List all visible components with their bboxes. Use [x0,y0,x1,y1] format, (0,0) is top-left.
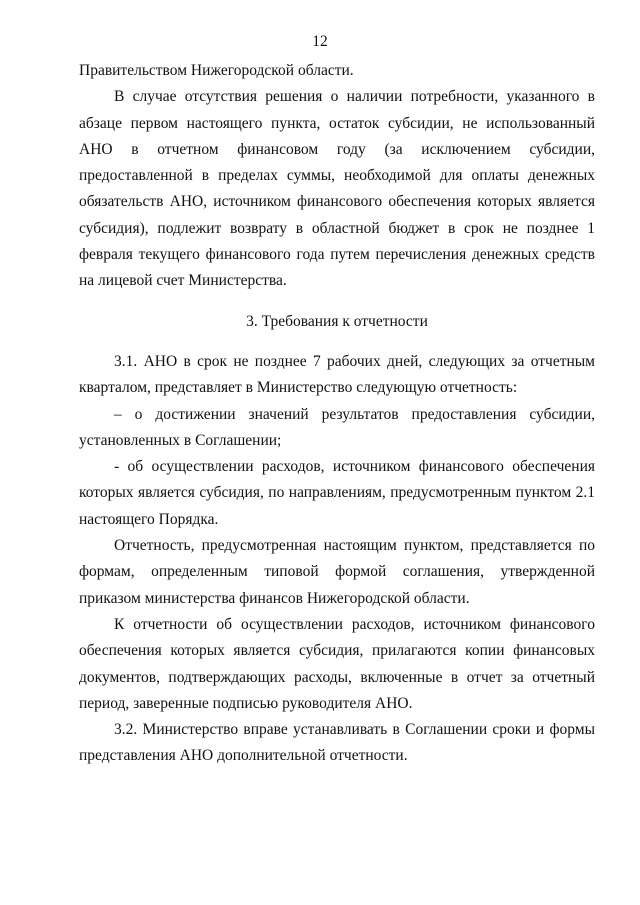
section-heading-reporting: 3. Требования к отчетности [246,312,428,330]
paragraph-document-copies: К отчетности об осуществлении расходов, источником финансового обеспечения которых является субсидия, прилагаются копии финансовых документов, подтверждающих расходы, включенные в отчет за отчетный период, заверенные подписью руководителя АНО. [79,615,595,712]
paragraph-continuation: Правительством Нижегородской области. [79,62,354,79]
paragraph-3-2: 3.2. Министерство вправе устанавливать в Соглашении сроки и формы представления АНО дополнительной отчетности. [79,721,595,765]
paragraph-subsidy-return: В случае отсутствия решения о наличии потребности, указанного в абзаце первом настоящего пункта, остаток субсидии, не использованный АНО в отчетном финансовом году (за исключением субсидии, предоставленной в пределах суммы, необходимой для оплаты денежных обязательств АНО, источником финансового обеспечения которых является субсидия), подлежит возврату в областной бюджет в срок не позднее 1 февраля текущего финансового года путем перечисления денежных средств на лицевой счет Министерства. [79,88,595,290]
document-body [79,58,595,770]
paragraph-report-forms: Отчетность, предусмотренная настоящим пунктом, представляется по формам, определенным типовой формой соглашения, утвержденной приказом министерства финансов Нижегородской области. [79,537,595,607]
list-item-expenses: - об осуществлении расходов, источником финансового обеспечения которых является субсидия, по направлениям, предусмотренным пунктом 2.1 настоящего Порядка. [79,458,595,528]
list-item-results: – о достижении значений результатов предоставления субсидии, установленных в Соглашении; [79,405,595,449]
paragraph-3-1: 3.1. АНО в срок не позднее 7 рабочих дней, следующих за отчетным кварталом, представляет в Министерство следующую отчетность: [79,352,595,397]
page-number: 12 [312,33,328,50]
